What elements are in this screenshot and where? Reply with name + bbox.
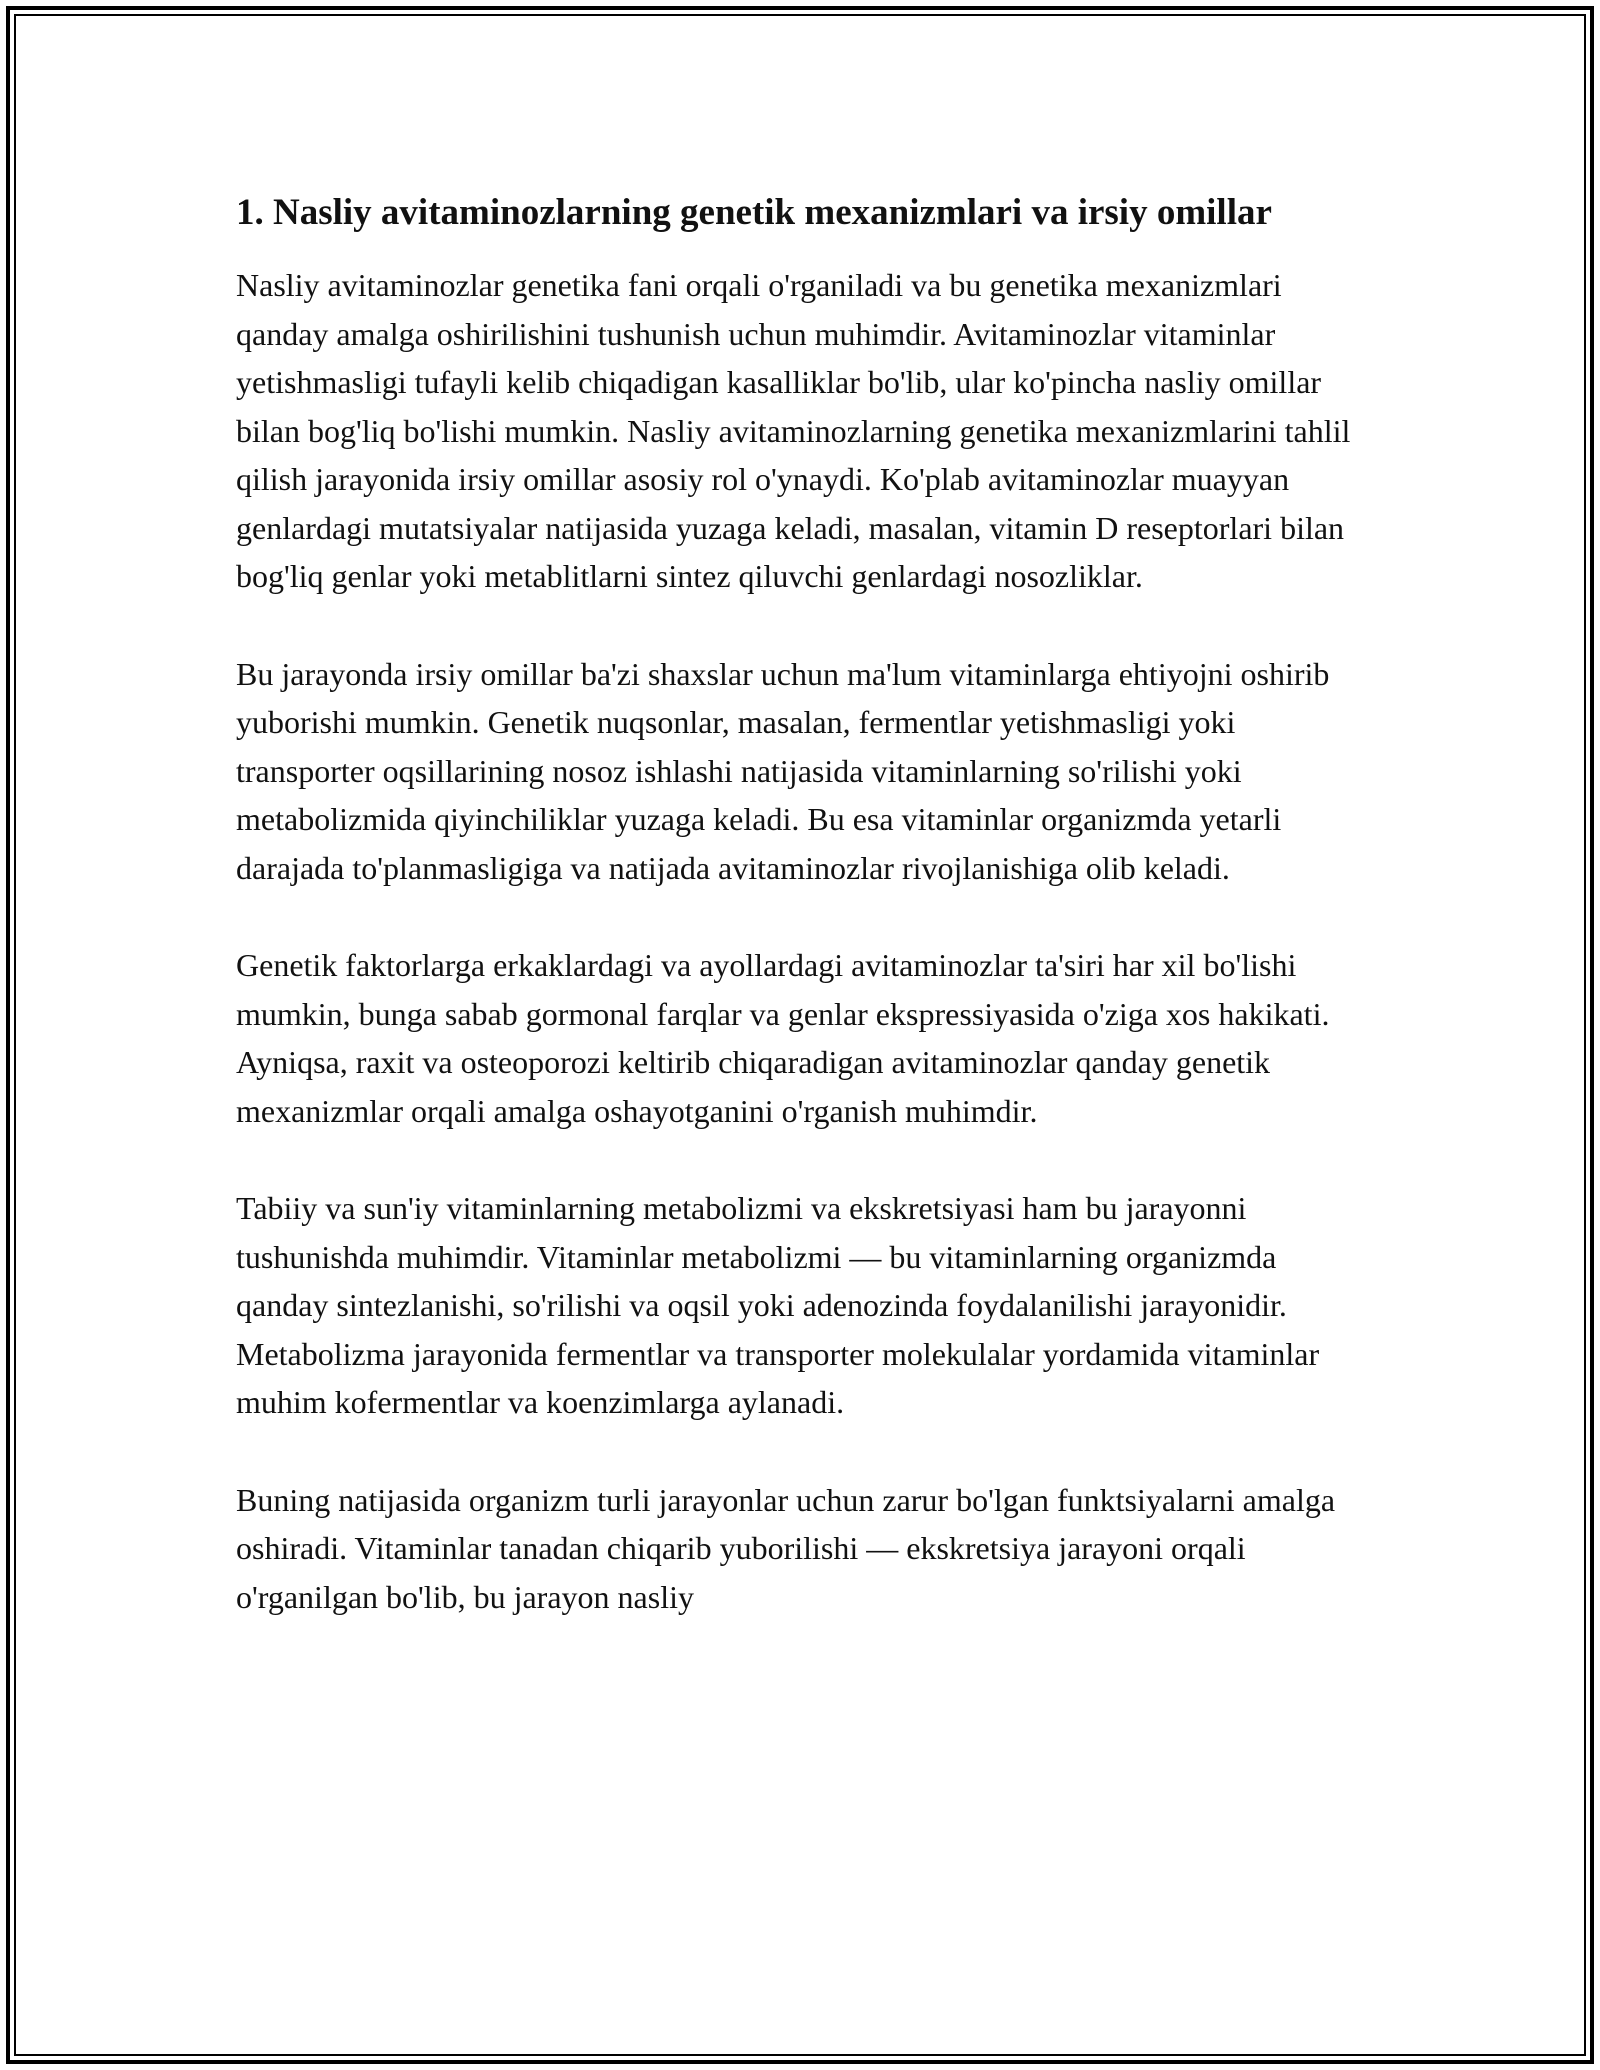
section-heading: 1. Nasliy avitaminozlarning genetik mexanizmlari va irsiy omillar [236,192,1272,233]
paragraph-5: Buning natijasida organizm turli jarayonlar uchun zarur bo'lgan funktsiyalarni amalga oshiradi. Vitaminlar tanadan chiqarib yuborilishi — ekskretsiya jarayoni orqali o'rganilgan bo'lib, bu jarayon nasliy [236,1481,1336,1615]
paragraph-2: Bu jarayonda irsiy omillar ba'zi shaxslar uchun ma'lum vitaminlarga ehtiyojni oshirib yuborishi mumkin. Genetik nuqsonlar, masalan, fermentlar yetishmasligi yoki transporter oqsillarining nosoz ishlashi natijasida vitaminlarning so'rilishi yoki metabolizmida qiyinchiliklar yuzaga keladi. Bu esa vitaminlar organizmda yetarli darajada to'planmasligiga va natijada avitaminozlar rivojlanishiga olib keladi. [236,655,1330,886]
paragraph-1: Nasliy avitaminozlar genetika fani orqali o'rganiladi va bu genetika mexanizmlari qanday amalga oshirilishini tushunish uchun muhimdir. Avitaminozlar vitaminlar yetishmasligi tufayli kelib chiqadigan kasalliklar bo'lib, ular ko'pincha nasliy omillar bilan bog'liq bo'lishi mumkin. Nasliy avitaminozlarning genetika mexanizmlarini tahlil qilish jarayonida irsiy omillar asosiy rol o'ynaydi. Ko'plab avitaminozlar muayyan genlardagi mutatsiyalar natijasida yuzaga keladi, masalan, vitamin D reseptorlari bilan bog'liq genlar yoki metablitlarni sintez qiluvchi genlardagi nosozliklar. [236,267,1351,594]
document-body [236,186,1376,1670]
paragraph-3: Genetik faktorlarga erkaklardagi va ayollardagi avitaminozlar ta'siri har xil bo'lishi mumkin, bunga sabab gormonal farqlar va genlar ekspressiyasida o'ziga xos hakikati. Ayniqsa, raxit va osteoporozi keltirib chiqaradigan avitaminozlar qanday genetik mexanizmlar orqali amalga oshayotganini o'rganish muhimdir. [236,947,1330,1129]
paragraph-4: Tabiiy va sun'iy vitaminlarning metabolizmi va ekskretsiyasi ham bu jarayonni tushunishda muhimdir. Vitaminlar metabolizmi — bu vitaminlarning organizmda qanday sintezlanishi, so'rilishi va oqsil yoki adenozinda foydalanilishi jarayonidir. Metabolizma jarayonida fermentlar va transporter molekulalar yordamida vitaminlar muhim kofermentlar va koenzimlarga aylanadi. [236,1190,1320,1420]
